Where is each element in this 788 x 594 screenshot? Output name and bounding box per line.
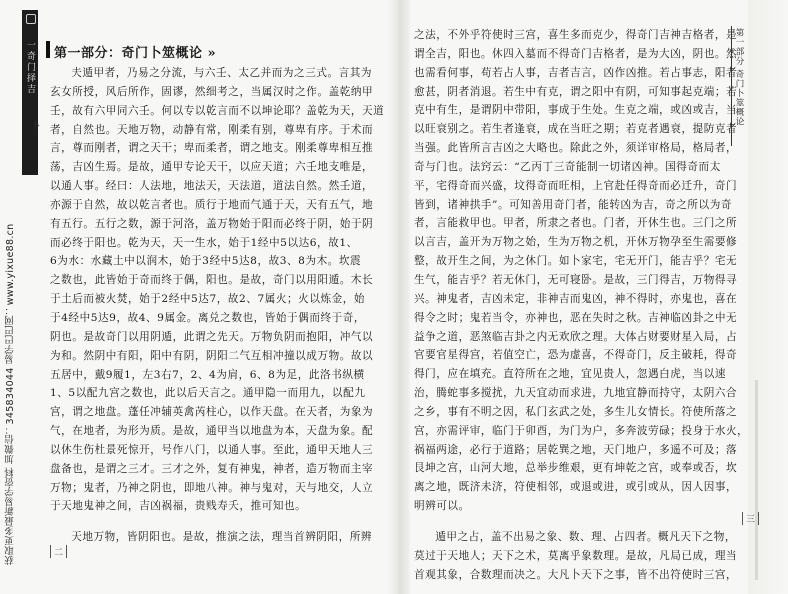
text-line: 莫过于天地人；天下之术，莫离乎象数理。是故，凡局已成，理当 xyxy=(414,549,738,562)
text-line: 有五行。五行之数，源于河洛，盖万物始于阳而必终于阴，始于阴 xyxy=(50,217,374,230)
text-line: 于天地鬼神之间，吉凶祸福，贵贱寿夭，推可知也。 xyxy=(50,500,307,513)
text-line: 者，自然也。天地万物，动静有常，刚柔有别，尊卑有序。于术而 xyxy=(50,123,374,136)
text-line: 奇与门也。法窍云：“乙丙丁三奇能制一切诸凶神。国得奇而太 xyxy=(414,160,721,173)
text-line: 而必终于阳也。乾为天，天一生水，始于1经中5以达6，故1、 xyxy=(50,236,358,249)
page-number-right: 三 xyxy=(742,512,759,525)
text-line: 之数也，此皆始于奇而终于偶，阳也。是故，奇门以用阳遁。木长 xyxy=(50,274,374,287)
text-line: 亦源于自然，故以乾言者也。质行于地而气通于天，天有五气，地 xyxy=(50,198,374,211)
text-line: 之法，不外乎符使时三宫，喜生多而克少，得奇门吉神吉格者，是 xyxy=(414,29,738,41)
text-line: 为和。然阴中有阳，阳中有阴，阴阳二气互相冲撞以成万物。故以 xyxy=(50,349,374,362)
text-line: 也需看何事，苟若占人事，吉者吉言，凶作凶推。若占事志，阳者 xyxy=(414,66,738,79)
text-line: 以休生伤杜景死惊开，号作八门，以通人事。至此，通甲天地人三 xyxy=(50,443,374,456)
text-line: 整，故开生之间，为之休门。如卜家宅，宅无开门，能吉乎？宅无 xyxy=(414,255,738,268)
right-page-edge xyxy=(748,0,788,594)
text-line: 言，尊而刚者，谓之天干；卑而柔者，谓之地支。刚柔尊卑相互推 xyxy=(50,142,374,155)
text-line: 克中有生，是谓阴中带阳，事成于生处。生克之端，或凶或吉，当 xyxy=(414,104,738,117)
left-page-tab: 卜 xyxy=(32,121,40,130)
text-line: 离之地，既济未济，符使相邻，或退或进，或引或从，因人因事， xyxy=(414,481,738,494)
book-gutter xyxy=(388,0,410,594)
text-line: 于4经中5达9，故4、9属金。离兑之数也，皆始于偶而终于奇， xyxy=(50,311,366,324)
paragraph-gap xyxy=(414,516,732,528)
text-line: 首观其象，合数理而决之。大凡卜天下之事，皆不出符使时三宫， xyxy=(414,568,738,581)
left-page xyxy=(44,0,388,594)
page-edge-shadow xyxy=(755,380,758,580)
text-line: 生气，能吉乎？若无休门，无可寝卧。是故，三门得吉，万物得寻 xyxy=(414,273,738,286)
heading-marker xyxy=(46,41,50,58)
text-line: 皆到，诸神拱手”。可知善用奇门者，能转凶为吉，奇之所以为奇 xyxy=(414,198,732,211)
text-line: 当强。此皆所言吉凶之大略也。除此之外，须详审格局，格局者， xyxy=(414,142,738,155)
text-line: 以言吉，盖开为万物之始，生为万物之机，开休万物孕至生需要修 xyxy=(414,236,738,249)
text-line: 益争之道，恶煞临吉卦之内无欢欣之理。大体占财要财星入局，占 xyxy=(414,330,738,343)
text-line: 盘备也，是谓之三才。三才之外，复有神鬼，神者，造万物而主宰 xyxy=(50,462,374,475)
text-line: 于土后而被火焚，始于2经中5达7，故2、7属火；火以炼金，始 xyxy=(50,293,366,306)
text-line: 者，言能救甲也。甲者，所隶之者也。门者，开休生也。三门之所 xyxy=(414,217,738,230)
text-line: 6为水：水藏土中以润木，始于3经中5达8，故3、8为木。坎震 xyxy=(50,255,362,268)
text-line: 以旺衰别之。若生者逢衰，成在当旺之期；若克者遇衰，提防克者 xyxy=(414,123,738,136)
text-line: 谓全吉，阳也。休四入墓而不得奇门吉格者，是为大凶，阴也。然 xyxy=(414,47,738,60)
text-line: 得门，应在填充。直符所在之地，宜见贵人，忽遇白虎，当以速 xyxy=(414,368,727,381)
right-strip-text: 第一部分 奇门卜筮概论 xyxy=(734,28,744,127)
text-line: 宫，谓之地盘。蓬任冲辅英禽芮柱心，以作天盘。在天者，为象为 xyxy=(50,406,374,419)
text-line: 天地万物，皆阴阳也。是故，推演之法，理当首辨阴阳，所辨 xyxy=(71,531,373,544)
text-line: 愈甚，阴者消退。若生中有克，谓之阳中有阴，可知事起克端；若 xyxy=(414,85,738,98)
left-page-body xyxy=(50,64,386,547)
left-strip-text: 一奇门择吉 xyxy=(25,40,35,95)
text-line: 荡，吉凶生焉。是故，通甲专论天干，以应天道；六壬地支唯是， xyxy=(50,161,374,174)
text-line: 阴也。是故奇门以用阴遁，此谓之先天。万物负阴而抱阳，冲气以 xyxy=(50,330,374,343)
text-line: 五居中，戴9履1，左3右7，2、4为肩，6、8为足，此洛书纵横 xyxy=(50,368,365,381)
section-heading: 第一部分：奇门卜筮概论 » xyxy=(54,46,217,61)
text-line: 艮坤之宫，山河大地，总举步维艰，更有坤乾之宫，或奉或否，坎 xyxy=(414,462,738,475)
text-line: 夫遁甲者，乃易之分流，与六壬、太乙并而为之三式。言其为 xyxy=(71,67,373,79)
text-line: 之乡，事有不明之因，私门玄武之处，多生儿女情长。符使所落之 xyxy=(414,405,738,418)
watermark-text: 获取更多最新易学资料 加微信：345834044 易学巴巴网：www.yixue88.cn xyxy=(5,223,16,565)
text-line: 治，腾蛇事多搅扰，九天宜动而求进，九地宜静而持守，太阴六合 xyxy=(414,387,738,400)
text-line: 祸福两途，必行于道路；居乾巽之地，天门地户，多遥不可及；落 xyxy=(414,443,738,456)
text-line: 明辨可以。 xyxy=(414,500,470,513)
text-line: 宫，亦需评审，临门于卯酉，为门为户，多奔波劳碌；投身于水火， xyxy=(414,424,749,437)
text-line: 平，宅得奇而兴盛，坟得奇而旺相，上官赴任得奇而必迁升，奇门 xyxy=(414,179,738,192)
text-line: 兴。神鬼者，吉凶未定，非神吉而鬼凶，神不得时，亦鬼也，喜在 xyxy=(414,292,738,305)
text-line: 万物；鬼者，乃神之阴也，即地八神。神与鬼对，天与地交，人立 xyxy=(50,481,374,494)
text-line: 壬，故有六甲同六壬。何以专以乾言而不以坤论耶？盖乾为天，天道 xyxy=(50,104,385,117)
binding-mark-icon xyxy=(26,14,36,24)
text-line: 气，在地者，为形为质。是故，通甲当以地盘为本，天盘为象。配 xyxy=(50,425,374,438)
text-line: 以通人事。经曰：人法地，地法天，天法道，道法自然。然壬道， xyxy=(50,180,374,193)
paragraph-gap xyxy=(50,516,386,528)
page-number-left: 二 xyxy=(50,545,67,558)
text-line: 官要官星得宫，若值空亡，恐为虚喜，不得奇门，反主破耗，得奇 xyxy=(414,349,738,362)
text-line: 遁甲之占，盖不出易之象、数、理、占四者。概凡天下之物， xyxy=(435,530,737,543)
text-line: 得令之时；鬼若当令，亦神也，恶在失时之秋。吉神临凶卦之中无 xyxy=(414,311,738,324)
text-line: 1、5以配九宫之数也，此以后天言之。通甲隐一而用九，以配九 xyxy=(50,387,366,400)
text-line: 玄女所授，风后所作，固谬，然细考之，当属汉时之作。盖乾纳甲 xyxy=(50,85,374,98)
